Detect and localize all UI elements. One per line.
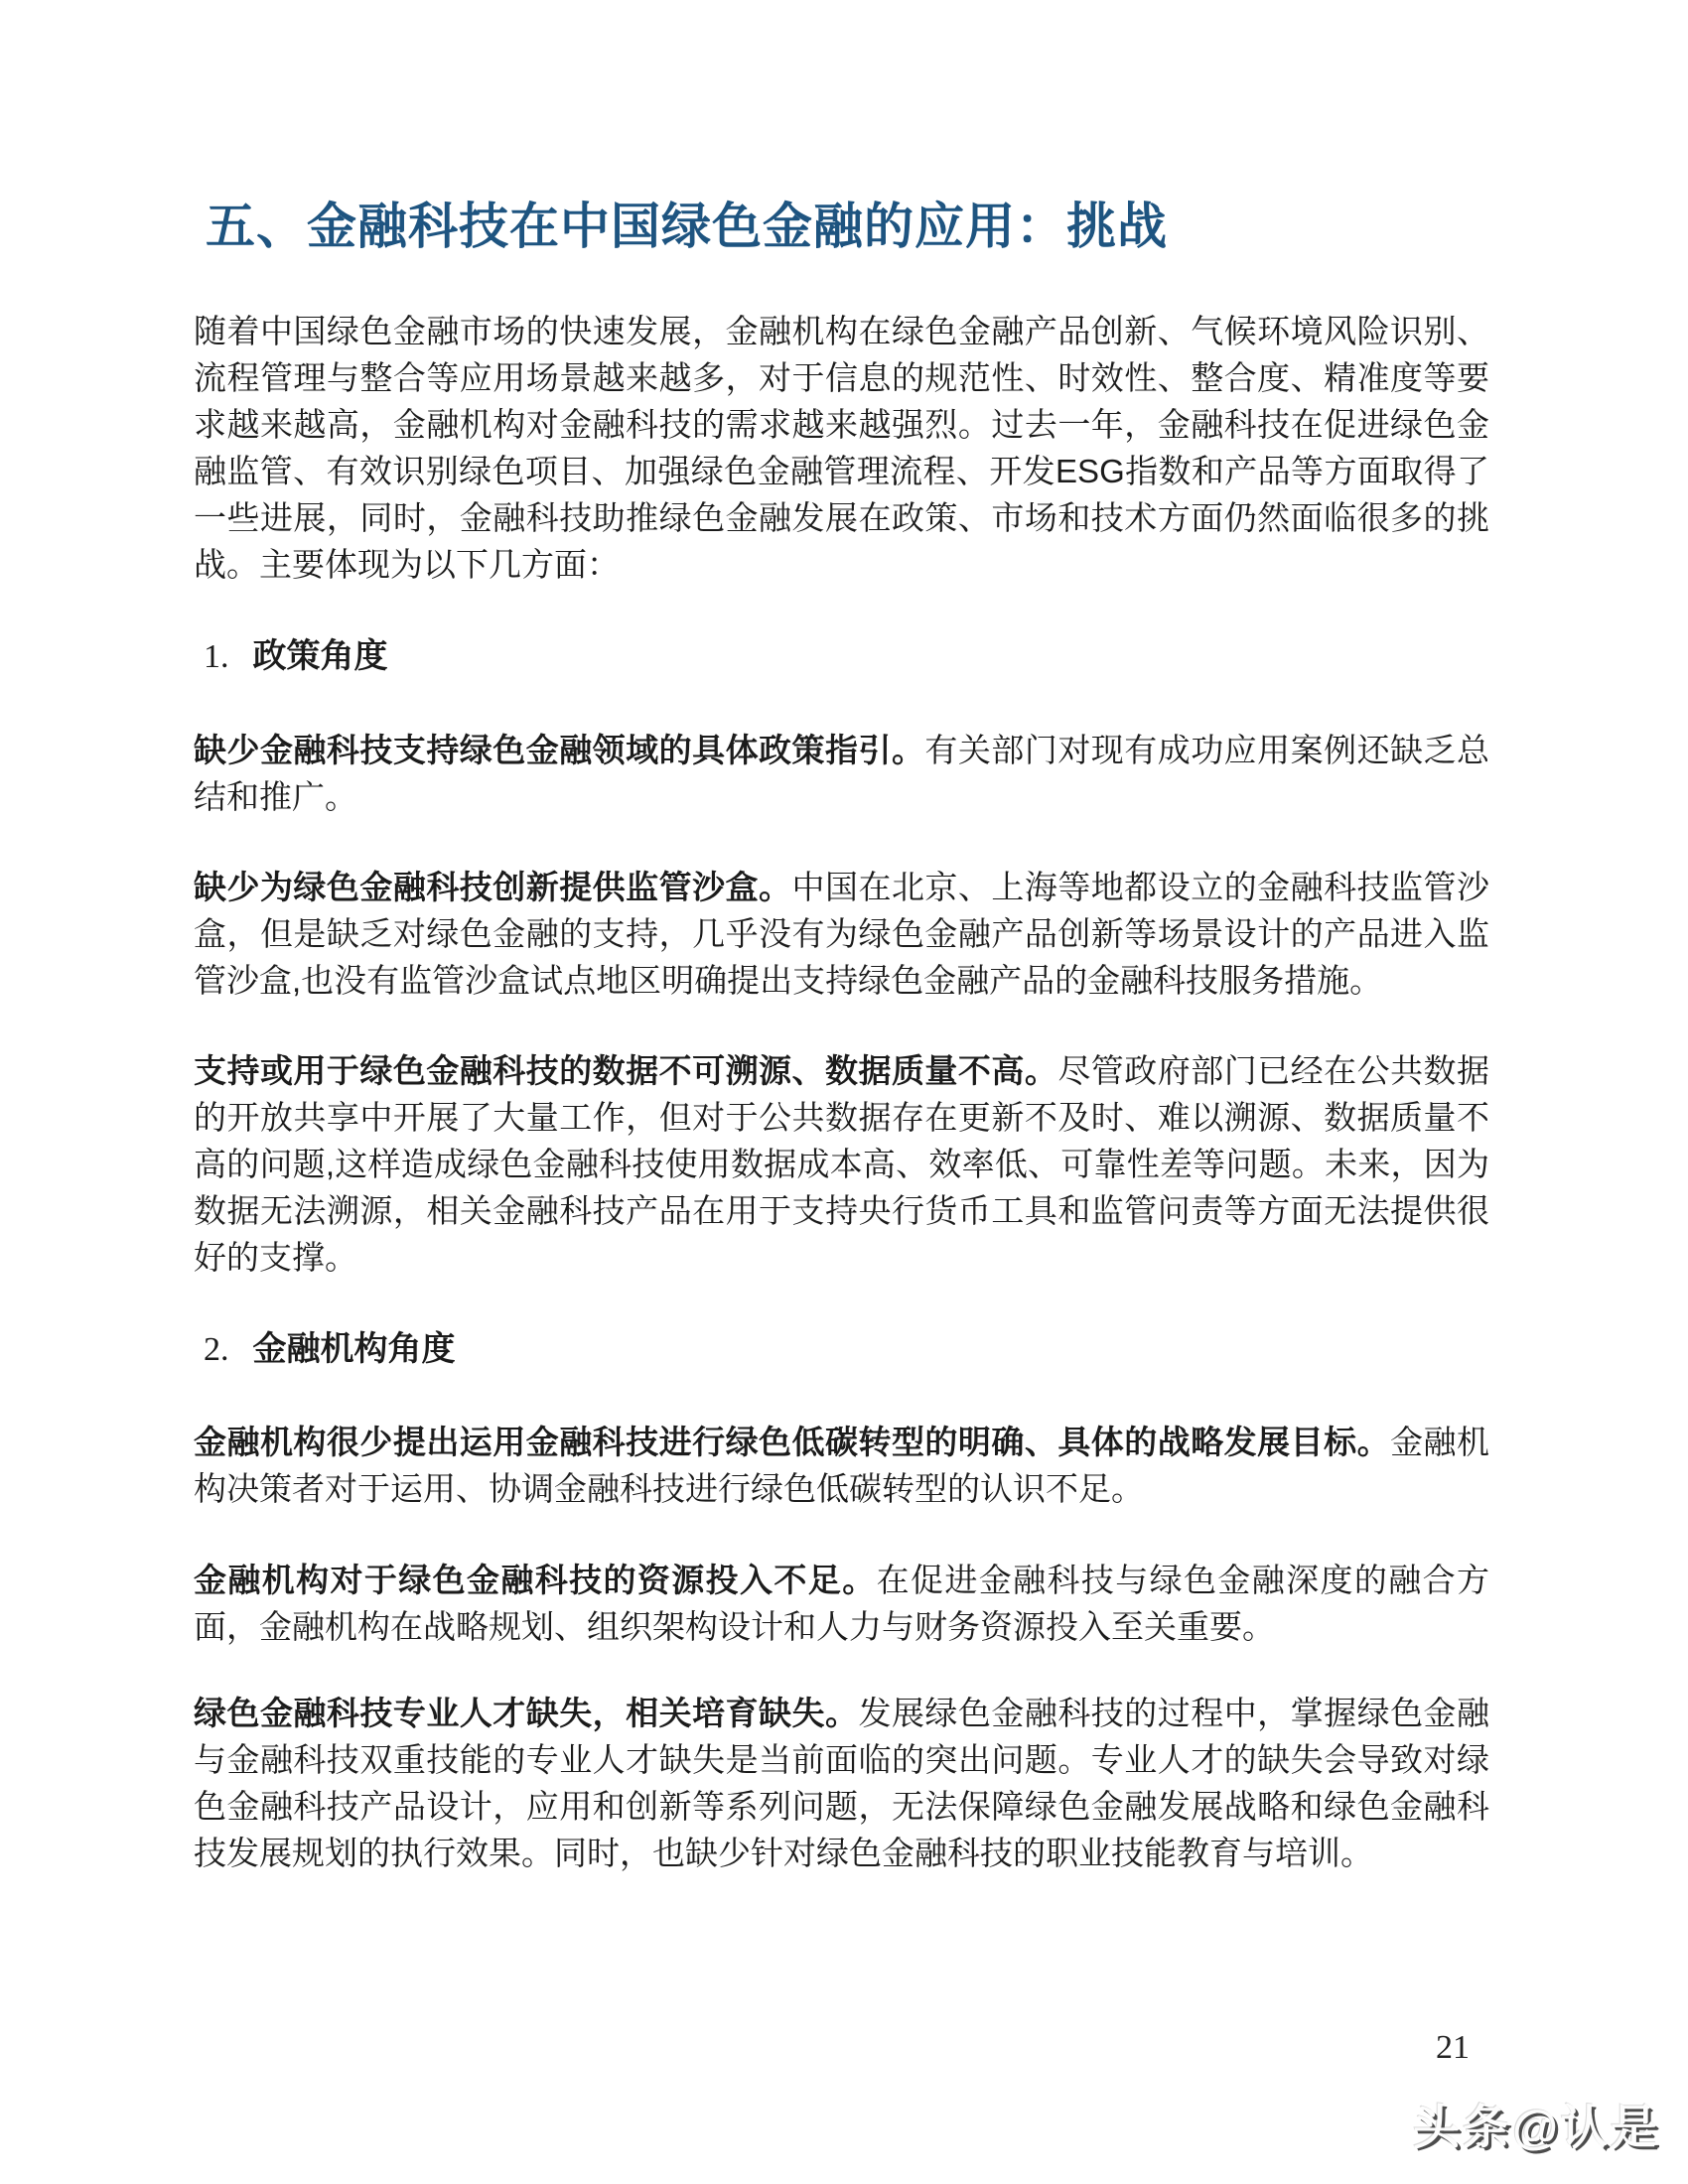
section-2-heading: [204, 1326, 1489, 1373]
section-2-title: 金融机构角度: [252, 1330, 456, 1368]
section-2-number: 2.: [204, 1331, 229, 1368]
paragraph-data-quality: [194, 1047, 1489, 1281]
paragraph-body: 中国在北京、上海等地都设立的金融科技监管沙盒，但是缺乏对绿色金融的支持，几乎没有为绿色金融产品创新等场景设计的产品进入监管沙盒,也没有监管沙盒试点地区明确提出支持绿色金融产品的金融科技服务措施。: [194, 869, 1490, 999]
paragraph-lead: 缺少为绿色金融科技创新提供监管沙盒。: [194, 869, 792, 905]
paragraph-policy-guidance: [194, 727, 1489, 820]
paragraph-lead: 缺少金融科技支持绿色金融领域的具体政策指引。: [194, 732, 925, 768]
paragraph-lead: 金融机构对于绿色金融科技的资源投入不足。: [194, 1562, 877, 1598]
section-1-title: 政策角度: [252, 637, 388, 675]
document-page: [194, 0, 1489, 1876]
paragraph-lead: 绿色金融科技专业人才缺失，相关培育缺失。: [194, 1695, 859, 1731]
paragraph-regulatory-sandbox: [194, 864, 1489, 1004]
paragraph-talent-shortage: [194, 1690, 1489, 1876]
section-1-heading: [204, 633, 1489, 680]
paragraph-body: 有关部门对现有成功应用案例还缺乏总结和推广。: [194, 732, 1490, 815]
paragraph-strategy-goals: [194, 1419, 1489, 1512]
page-title: 五、金融科技在中国绿色金融的应用：挑战: [206, 199, 1168, 254]
section-1-number: 1.: [204, 638, 229, 675]
paragraph-lead: 金融机构很少提出运用金融科技进行绿色低碳转型的明确、具体的战略发展目标。: [194, 1424, 1391, 1460]
paragraph-resource-investment: [194, 1557, 1489, 1650]
watermark: 头条@认是: [1413, 2101, 1660, 2153]
paragraph-lead: 支持或用于绿色金融科技的数据不可溯源、数据质量不高。: [194, 1052, 1058, 1089]
paragraph-body: 发展绿色金融科技的过程中，掌握绿色金融与金融科技双重技能的专业人才缺失是当前面临的突出问题。专业人才的缺失会导致对绿色金融科技产品设计，应用和创新等系列问题，无法保障绿色金融发展战略和绿色金融科技发展规划的执行效果。同时，也缺少针对绿色金融科技的职业技能教育与培训。: [194, 1695, 1490, 1871]
paragraph-body: 在促进金融科技与绿色金融深度的融合方面，金融机构在战略规划、组织架构设计和人力与财务资源投入至关重要。: [194, 1562, 1490, 1645]
paragraph-body: 尽管政府部门已经在公共数据的开放共享中开展了大量工作，但对于公共数据存在更新不及时、难以溯源、数据质量不高的问题,这样造成绿色金融科技使用数据成本高、效率低、可靠性差等问题。未来，因为数据无法溯源，相关金融科技产品在用于支持央行货币工具和监管问责等方面无法提供很好的支撑。: [194, 1052, 1490, 1276]
intro-paragraph: 随着中国绿色金融市场的快速发展，金融机构在绿色金融产品创新、气候环境风险识别、流程管理与整合等应用场景越来越多，对于信息的规范性、时效性、整合度、精准度等要求越来越高，金融机构对金融科技的需求越来越强烈。过去一年，金融科技在促进绿色金融监管、有效识别绿色项目、加强绿色金融管理流程、开发ESG指数和产品等方面取得了一些进展，同时，金融科技助推绿色金融发展在政策、市场和技术方面仍然面临很多的挑战。主要体现为以下几方面：: [194, 313, 1489, 583]
paragraph-body: 金融机构决策者对于运用、协调金融科技进行绿色低碳转型的认识不足。: [194, 1424, 1490, 1507]
page-number: 21: [1436, 2029, 1470, 2066]
